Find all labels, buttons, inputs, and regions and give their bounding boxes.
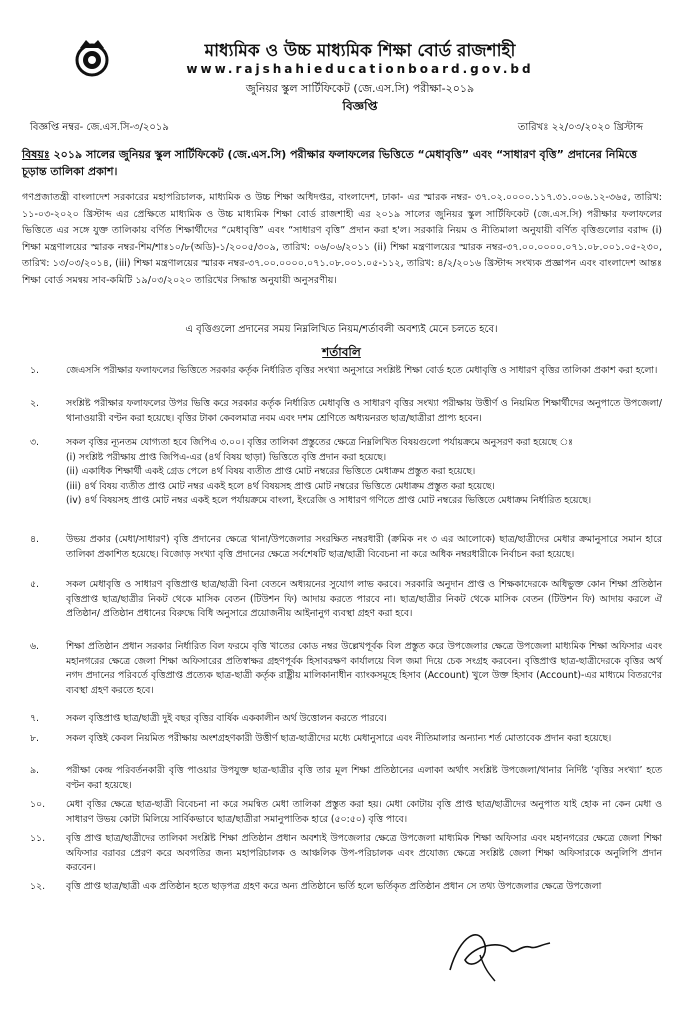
signature — [440, 915, 560, 985]
term-number: ৪. — [30, 534, 39, 545]
term-number: ১০. — [30, 799, 46, 810]
board-name: মাধ্যমিক ও উচ্চ মাধ্যমিক শিক্ষা বোর্ড রাজশাহী — [204, 41, 516, 61]
rules-note: এ বৃত্তিগুলো প্রদানের সময় নিম্নলিখিত নিয়ম/শর্তাবলী অবশ্যই মেনে চলতে হবে। — [185, 324, 498, 335]
subject-text: ২০১৯ সালের জুনিয়র স্কুল সার্টিফিকেট (জে.এস.সি) পরীক্ষার ফলাফলের ভিত্তিতে “মেধাবৃত্তি” এবং “সাধারণ বৃত্তি” প্রদানের নিমিত্তে চূড়ান্ত তালিকা প্রকাশ। — [22, 148, 638, 178]
term-number: ৭. — [30, 713, 39, 724]
term-text: সংশ্লিষ্ট পরীক্ষার ফলাফলের উপর ভিত্তি করে সরকার কর্তৃক নির্ধারিত মেধাবৃত্তি ও সাধারণ বৃত্তির সংখ্যা পরীক্ষায় উত্তীর্ণ ও নিয়মিত শিক্ষার্থীদের অনুপাতে উপজেলা/থানাওয়ারী বণ্টন করা হয়েছে। বৃত্তির টাকা কেবলমাত্র নবম এবং দশম শ্রেণিতে অধ্যয়নরত ছাত্র/ছাত্রীরা প্রাপ্য হবেন। — [66, 398, 662, 424]
term-number: ৩. — [30, 437, 39, 448]
term-number: ৬. — [30, 641, 39, 652]
term-text: সকল বৃত্তিপ্রাপ্ত ছাত্র/ছাত্রী দুই বছর বৃত্তির বার্ষিক এককালীন অর্থ উত্তোলন করতে পারবে। — [66, 713, 387, 724]
subject-label: বিষয়ঃ — [22, 148, 50, 161]
notice-label: বিজ্ঞপ্তি — [342, 99, 378, 113]
board-website: www.rajshahieducationboard.gov.bd — [186, 62, 534, 76]
term-subitem: (iv) ৪র্থ বিষয়সহ প্রাপ্ত মোট নম্বর একই হলে পর্যায়ক্রমে বাংলা, ইংরেজি ও সাধারণ গণিতে প্রাপ্ত মোট নম্বরের ভিত্তিতে মেধাক্রম নির্ধারিত হয়েছে। — [66, 495, 592, 507]
term-text: জেএসসি পরীক্ষার ফলাফলের ভিত্তিতে সরকার কর্তৃক নির্ধারিত বৃত্তির সংখ্যা অনুসারে সংশ্লিষ্ট শিক্ষা বোর্ড হতে মেধাবৃত্তি ও সাধারণ বৃত্তির তালিকা প্রকাশ করা হলো। — [66, 365, 658, 376]
term-text: বৃত্তি প্রাপ্ত ছাত্র/ছাত্রীদের তালিকা সংশ্লিষ্ট শিক্ষা প্রতিষ্ঠান প্রধান অবশ্যই উপজেলার ক্ষেত্রে উপজেলা মাধ্যমিক শিক্ষা অফিসার এবং মহানগরের ক্ষেত্রে জেলা শিক্ষা অফিসার বরাবর প্রেরণ করে অবগতির জন্য মহাপরিচালক ও আঞ্চলিক উপ-পরিচালক এবং প্রযোজ্য ক্ষেত্রে সংশ্লিষ্ট জেলা শিক্ষা অফিসারকে অনুলিপি প্রদান করবেন। — [66, 833, 662, 874]
term-subitem: (ii) একাধিক শিক্ষার্থী একই গ্রেড পেলে ৪র্থ বিষয় ব্যতীত প্রাপ্ত মোট নম্বরের ভিত্তিতে মেধাক্রম প্রস্তুত করা হয়েছে। — [66, 466, 476, 478]
term-text: পরীক্ষা কেন্দ্র পরিবর্তনকারী বৃত্তি পাওয়ার উপযুক্ত ছাত্র-ছাত্রীর বৃত্তি তার মূল শিক্ষা প্রতিষ্ঠানের এলাকা অর্থাৎ সংশ্লিষ্ট উপজেলা/থানার নির্দিষ্ট ‘বৃত্তির সংখ্যা’ হতে বণ্টন করা হয়েছে। — [66, 765, 662, 791]
subject-line — [22, 146, 662, 180]
term-subitem: (i) সংশ্লিষ্ট পরীক্ষায় প্রাপ্ত জিপিএ-এর (৪র্থ বিষয় ছাড়া) ভিত্তিতে বৃত্তি প্রদান করা হয়েছে। — [66, 451, 387, 463]
term-number: ৫. — [30, 579, 39, 590]
term-number: ১২. — [30, 881, 46, 892]
term-number: ৮. — [30, 733, 39, 744]
term-text: সকল মেধাবৃত্তি ও সাধারণ বৃত্তিপ্রাপ্ত ছাত্র/ছাত্রী বিনা বেতনে অধ্যয়নের সুযোগ লাভ করবে। সরকারি অনুদান প্রাপ্ত ও শিক্ষকাদেরকে অধিভুক্ত কোন শিক্ষা প্রতিষ্ঠান বৃত্তিপ্রাপ্ত ছাত্র/ছাত্রীর নিকট থেকে মাসিক বেতন (টিউশন ফি) আদায় করতে পারবে না। ছাত্র/ছাত্রীর নিকট থেকে মাসিক বেতন (টিউশন ফি) আদায় করলে ঐ প্রতিষ্ঠান/ প্রতিষ্ঠান প্রধানের বিরুদ্ধে বিধি অনুসারে প্রয়োজনীয় আইনানুগ ব্যবস্থা গ্রহণ করা হবে। — [66, 579, 662, 620]
exam-title: জুনিয়র স্কুল সার্টিফিকেট (জে.এস.সি) পরীক্ষা-২০১৯ — [245, 82, 475, 95]
term-text: উভয় প্রকার (মেধা/সাধারণ) বৃত্তি প্রদানের ক্ষেত্রে থানা/উপজেলার সংরক্ষিত নম্বরধারী (ক্রমিক নং ৩ এর আলোকে) ছাত্র/ছাত্রীদের মেধার ক্রমানুসারে সমান হারে তালিকা প্রকাশিত হয়েছে। বিজোড় সংখ্যা বৃত্তি প্রদানের ক্ষেত্রে সর্বশেষটি ছাত্র/ছাত্রী বিবেচনা না করে অধিক নম্বরধারীকে নির্বাচন করা হয়েছে। — [66, 534, 662, 560]
memo-date: তারিখঃ ২২/০৩/২০২০ খ্রিস্টাব্দ — [517, 122, 643, 133]
term-text: শিক্ষা প্রতিষ্ঠান প্রধান সরকার নির্ধারিত বিল ফরমে বৃত্তি খাতের কোড নম্বর উল্লেখপূর্বক বিল প্রস্তুত করে উপজেলার ক্ষেত্রে উপজেলা মাধ্যমিক শিক্ষা অফিসার এবং মহানগরের ক্ষেত্রে জেলা শিক্ষা অফিসারের প্রতিস্বাক্ষর গ্রহণপূর্বক হিসাবরক্ষণ কার্যালয়ে বিল জমা দিয়ে চেক সংগ্রহ করবেন। বৃত্তিপ্রাপ্ত ছাত্র-ছাত্রীদেরকে বৃত্তির অর্থ নগদ প্রদানের পরিবর্তে বৃত্তিপ্রাপ্ত প্রত্যেক ছাত্র-ছাত্রী কর্তৃক রাষ্ট্রীয় মালিকানাধীন ব্যাংকসমূহে হিসাব (Account) খুলে উক্ত হিসাব (Account)-এর মাধ্যমে বিতরণের ব্যবস্থা গ্রহণ করতে হবে। — [66, 641, 662, 696]
term-number: ১. — [30, 365, 39, 376]
term-text: সকল বৃত্তিই কেবল নিয়মিত পরীক্ষায় অংশগ্রহণকারী উত্তীর্ণ ছাত্র-ছাত্রীদের মধ্যে মেধানুসারে এবং নীতিমালার অন্যান্য শর্ত মোতাবেক প্রদান করা হয়েছে। — [66, 733, 612, 744]
term-number: ২. — [30, 398, 39, 409]
term-number: ১১. — [30, 833, 46, 844]
term-text: বৃত্তি প্রাপ্ত ছাত্র/ছাত্রী এক প্রতিষ্ঠান হতে ছাড়পত্র গ্রহণ করে অন্য প্রতিষ্ঠানে ভর্তি হলে ভর্তিকৃত প্রতিষ্ঠান প্রধান সে তথ্য উপজেলার ক্ষেত্রে উপজেলা — [66, 881, 602, 892]
term-text: সকল বৃত্তির ন্যূনতম যোগ্যতা হবে জিপিএ ৩.০০। বৃত্তির তালিকা প্রস্তুতের ক্ষেত্রে নিম্নলিখিত বিষয়গুলো পর্যায়ক্রমে অনুসরণ করা হয়েছে ঃ — [66, 437, 573, 448]
term-subitem: (iii) ৪র্থ বিষয় ব্যতীত প্রাপ্ত মোট নম্বর একই হলে ৪র্থ বিষয়সহ প্রাপ্ত মোট নম্বরের ভিত্তিতে মেধাক্রম প্রস্তুত করা হয়েছে। — [66, 480, 495, 492]
intro-paragraph: গণপ্রজাতন্ত্রী বাংলাদেশ সরকারের মহাপরিচালক, মাধ্যমিক ও উচ্চ শিক্ষা অধিদপ্তর, বাংলাদেশ, ঢাকা- এর স্মারক নম্বর- ৩৭.০২.০০০০.১১৭.৩১.০০৬.১২-৩৬৫, তারিখ: ১১-০৩-২০২০ খ্রিস্টাব্দ এর প্রেক্ষিতে মাধ্যমিক ও উচ্চ মাধ্যমিক শিক্ষা বোর্ড রাজশাহী এর ২০১৯ সালের জুনিয়র স্কুল সার্টিফিকেট (জে.এস.সি) পরীক্ষার ফলাফলের ভিত্তিতে এর সঙ্গে যুক্ত তালিকায় বর্ণিত শিক্ষার্থীদের “মেধাবৃত্তি” এবং “সাধারণ বৃত্তি” প্রদান করা হ'ল। সরকারি নিয়ম ও নীতিমালা অনুযায়ী বর্ণিত বৃত্তিগুলোর বরাদ্দ (i) শিক্ষা মন্ত্রণালয়ের স্মারক নম্বর-শিম/শাঃ১০/৮(অডি)-১/২০০৫/৩০৯, তারিখ: ০৬/০৬/২০১১ (ii) শিক্ষা মন্ত্রণালয়ের স্মারক নম্বর-৩৭.০০.০০০০.০৭১.০৮.০০১.০৫-২৩০, তারিখ: ১৩/০৩/২০১৪, (iii) শিক্ষা মন্ত্রণালয়ের স্মারক নম্বর-৩৭.০০.০০০০.০৭১.০৮.০০১.০৫-১১২, তারিখ: ৪/২/২০১৬ খ্রিস্টাব্দ সংখ্যক প্রজ্ঞাপন এবং বাংলাদেশ আন্তঃ শিক্ষা বোর্ড সমন্বয় সাব-কমিটি ১৯/০৩/২০২০ তারিখের সিদ্ধান্ত অনুযায়ী অনুসরণীয়। — [22, 192, 662, 286]
term-number: ৯. — [30, 765, 39, 776]
memo-number: বিজ্ঞপ্তি নম্বর- জে.এস.সি-৩/২০১৯ — [30, 122, 169, 133]
terms-title: শর্তাবলি — [322, 345, 361, 359]
term-text-block — [66, 436, 662, 509]
term-text: মেধা বৃত্তির ক্ষেত্রে ছাত্র-ছাত্রী বিবেচনা না করে সমন্বিত মেধা তালিকা প্রস্তুত করা হয়। মেধা কোটায় বৃত্তি প্রাপ্ত ছাত্র/ছাত্রীদের অনুপাত যাই হোক না কেন মেধা ও সাধারণ উভয় কোটা মিলিয়ে সার্বিকভাবে ছাত্র/ছাত্রীরা সমানুপাতিক হারে (৫০:৫০) বৃত্তি পাবে। — [66, 799, 662, 825]
board-logo-icon — [72, 36, 112, 80]
